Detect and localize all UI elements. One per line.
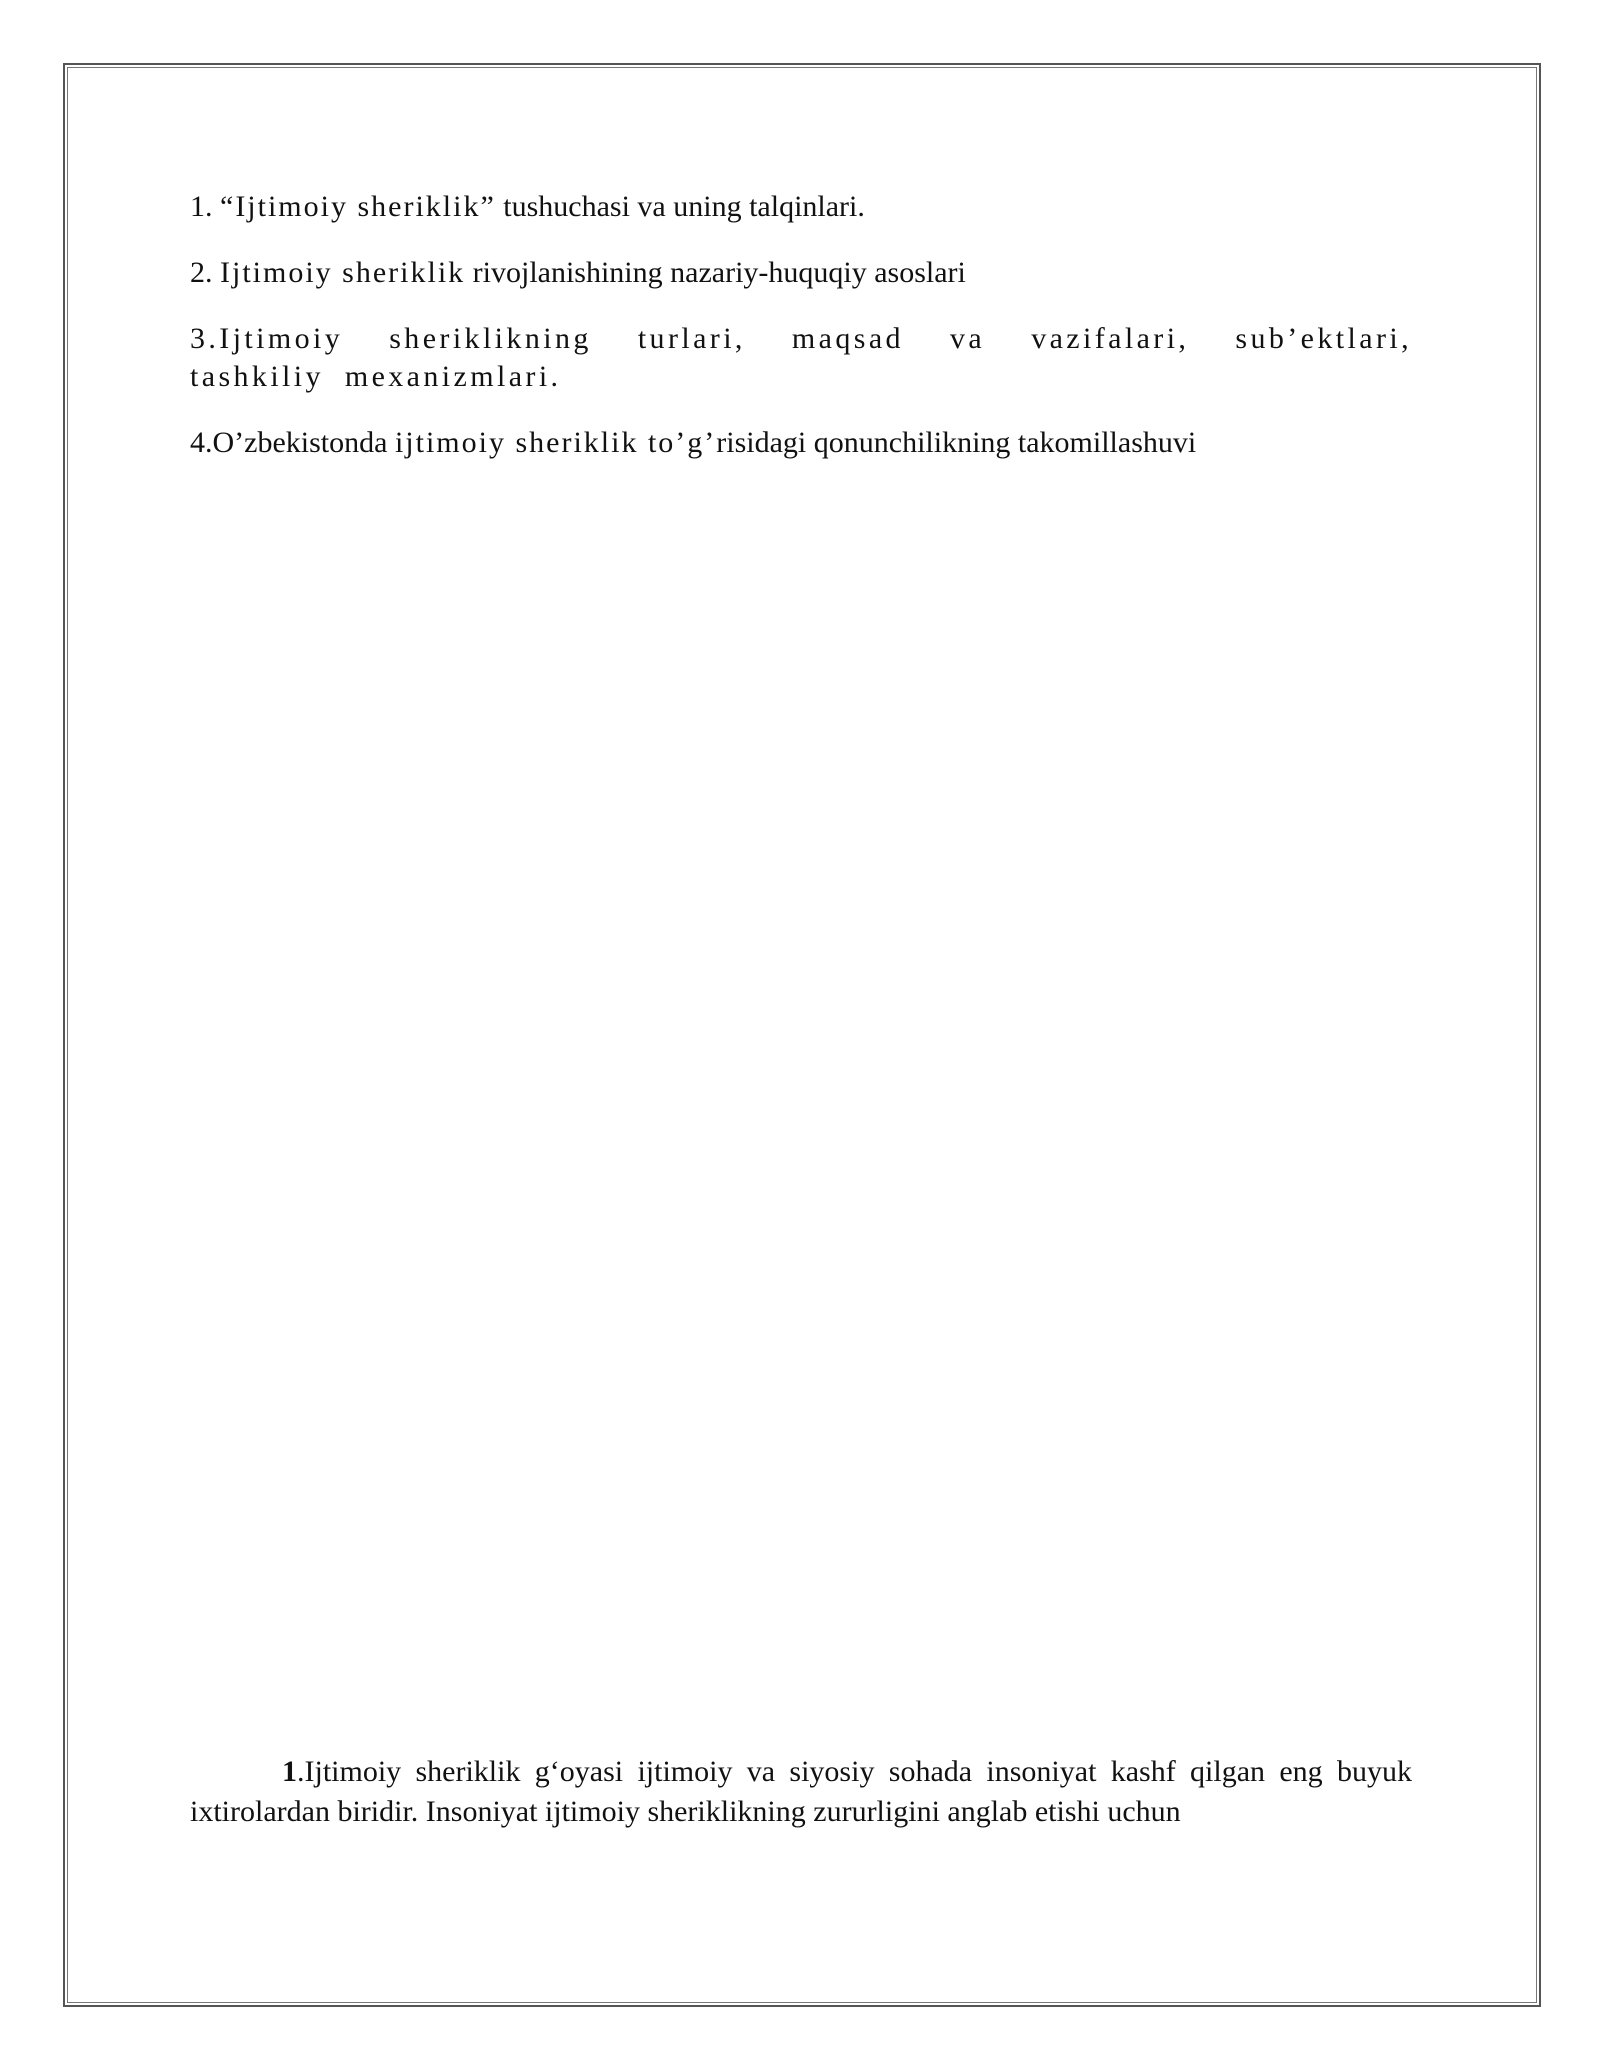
body-paragraph: [190, 1752, 1412, 1832]
topic-2: [190, 254, 1412, 292]
body-section: [190, 1752, 1412, 1832]
topic-2-number: 2.: [190, 256, 220, 289]
topic-4-term: ijtimoiy sheriklik to’g’: [394, 426, 717, 459]
topic-1-term: “Ijtimoiy sheriklik”: [220, 190, 496, 223]
topic-4: [190, 424, 1412, 462]
topic-2-term: Ijtimoiy sheriklik: [220, 256, 466, 289]
topic-4-start: 4.O’zbekistonda: [190, 426, 395, 459]
topics-list: [190, 188, 1412, 490]
paragraph-text: .Ijtimoiy sheriklik g‘oyasi ijtimoiy va siyosiy sohada insoniyat kashf qilgan eng buyuk ixtirolardan biridir. Insoniyat ijtimoiy sheriklikning zururligini anglab etishi uchun: [190, 1755, 1412, 1828]
topic-2-text: rivojlanishining nazariy-huquqiy asoslari: [465, 256, 966, 289]
topic-3: 3.Ijtimoiy sheriklikning turlari, maqsad va vazifalari, sub’ektlari, tashkiliy mexanizmlari.: [190, 322, 1412, 393]
topic-4-text: risidagi qonunchilikning takomillashuvi: [716, 426, 1197, 459]
paragraph-lead-number: 1: [282, 1755, 297, 1788]
topic-1-number: 1.: [190, 190, 220, 223]
topic-1: [190, 188, 1412, 226]
topic-1-text: tushuchasi va uning talqinlari.: [495, 190, 865, 223]
